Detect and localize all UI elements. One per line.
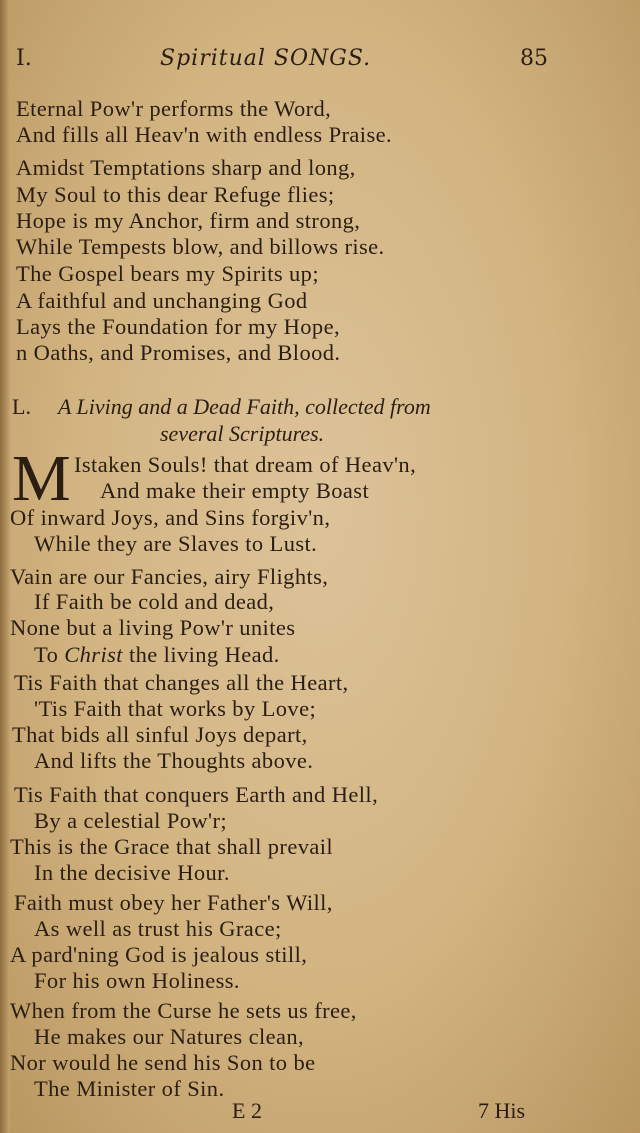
- verse-line: While Tempests blow, and billows rise.: [16, 234, 385, 259]
- verse-line: 'Tis Faith that works by Love;: [34, 696, 317, 721]
- verse-line: n Oaths, and Promises, and Blood.: [16, 340, 341, 365]
- verse-line: In the decisive Hour.: [34, 860, 230, 885]
- verse-line: My Soul to this dear Refuge flies;: [16, 182, 335, 207]
- verse-line: A faithful and unchanging God: [16, 288, 308, 313]
- verse-line: Amidst Temptations sharp and long,: [16, 155, 356, 180]
- verse-line: When from the Curse he sets us free,: [10, 998, 357, 1023]
- drop-cap: M: [12, 442, 71, 515]
- page-edge: [0, 0, 10, 1133]
- page-number: 85: [520, 46, 548, 71]
- verse-line: Lays the Foundation for my Hope,: [16, 314, 340, 339]
- verse-line: By a celestial Pow'r;: [34, 808, 228, 833]
- verse-line: He makes our Natures clean,: [34, 1024, 305, 1049]
- verse-line: If Faith be cold and dead,: [34, 589, 275, 614]
- verse-line: And make their empty Boast: [100, 478, 370, 503]
- verse-line: Tis Faith that conquers Earth and Hell,: [14, 782, 379, 807]
- verse-line: Of inward Joys, and Sins forgiv'n,: [10, 505, 331, 530]
- verse-line: A pard'ning God is jealous still,: [10, 942, 308, 967]
- verse-line: The Gospel bears my Spirits up;: [16, 261, 319, 286]
- signature-mark: E 2: [232, 1098, 262, 1123]
- song-subtitle: several Scriptures.: [160, 421, 325, 446]
- verse-line: None but a living Pow'r unites: [10, 615, 296, 640]
- verse-line: Eternal Pow'r performs the Word,: [16, 96, 332, 121]
- song-number: L.: [12, 394, 31, 419]
- running-head: Spiritual SONGS.: [160, 46, 372, 71]
- verse-line: Hope is my Anchor, firm and strong,: [16, 208, 361, 233]
- verse-line: And lifts the Thoughts above.: [34, 748, 314, 773]
- verse-line: Vain are our Fancies, airy Flights,: [10, 564, 329, 589]
- verse-line: And fills all Heav'n with endless Praise.: [16, 122, 393, 147]
- verse-line: Faith must obey her Father's Will,: [14, 890, 333, 915]
- header-section-number: I.: [16, 46, 32, 71]
- verse-line: Istaken Souls! that dream of Heav'n,: [74, 452, 417, 477]
- verse-line: This is the Grace that shall prevail: [10, 834, 334, 859]
- verse-line: Tis Faith that changes all the Heart,: [14, 670, 349, 695]
- verse-line: To Christ the living Head.: [34, 642, 280, 667]
- verse-line: As well as trust his Grace;: [34, 916, 282, 941]
- verse-line: Nor would he send his Son to be: [10, 1050, 316, 1075]
- verse-line: While they are Slaves to Lust.: [34, 531, 318, 556]
- verse-line: That bids all sinful Joys depart,: [12, 722, 308, 747]
- catchword: 7 His: [478, 1098, 526, 1123]
- verse-line: The Minister of Sin.: [34, 1076, 225, 1101]
- verse-line: For his own Holiness.: [34, 968, 240, 993]
- song-title: A Living and a Dead Faith, collected from: [58, 394, 431, 419]
